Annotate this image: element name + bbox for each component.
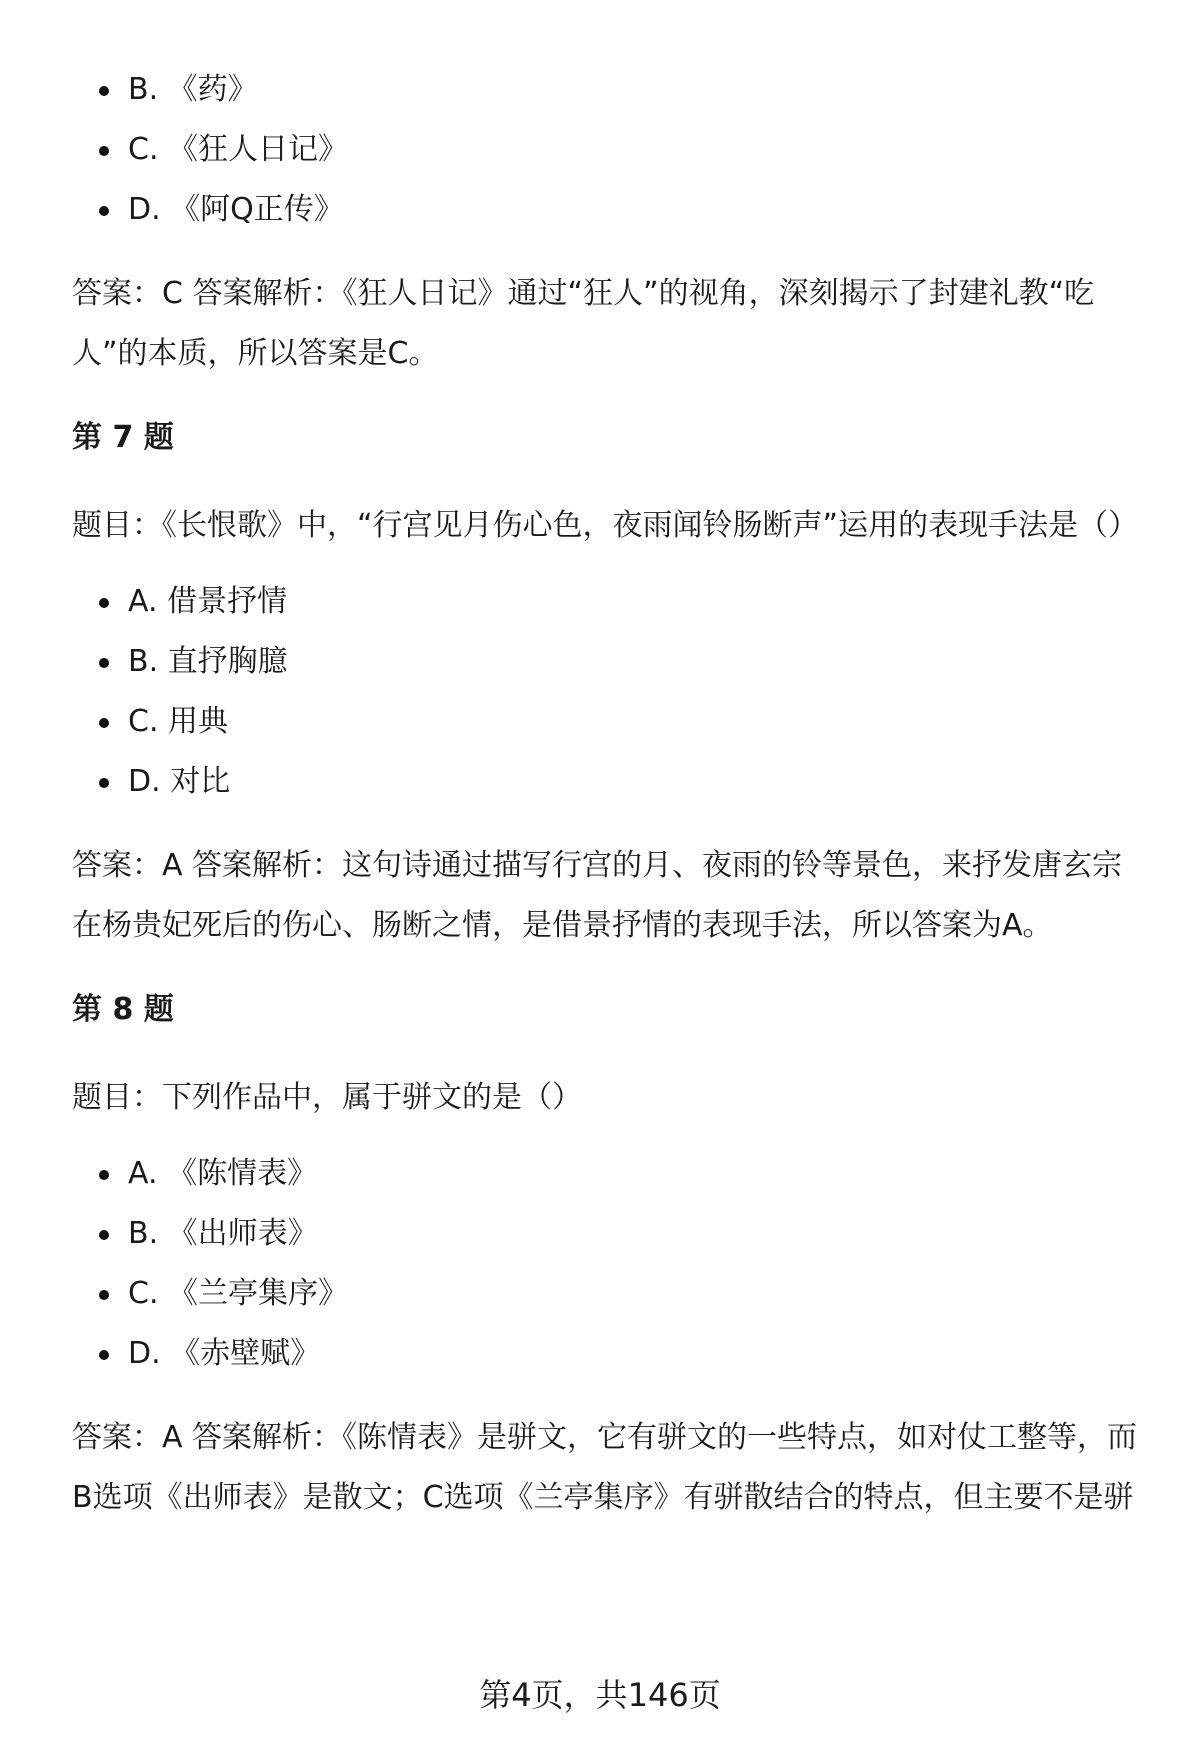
q8-answer: 答案：A 答案解析：《陈情表》是骈文，它有骈文的一些特点，如对仗工整等，而B选项《出师表》是散文；C选项《兰亭集序》有骈散结合的特点，但主要不是骈 [72, 1420, 1138, 1515]
q7-option-c: C. 用典 [72, 692, 1147, 752]
q7-options [72, 572, 1147, 812]
q6-options [72, 60, 1147, 240]
q8-options [72, 1144, 1147, 1384]
q7-option-b: B. 直抒胸臆 [72, 632, 1147, 692]
page-number-footer: 第4页，共146页 [479, 1676, 721, 1714]
q7-option-d: D. 对比 [72, 752, 1147, 812]
page-content [72, 60, 1147, 1528]
q6-option-c: C. 《狂人日记》 [72, 120, 1147, 180]
q8-option-a: A. 《陈情表》 [72, 1144, 1147, 1204]
q8-option-b: B. 《出师表》 [72, 1204, 1147, 1264]
q8-stem: 题目：下列作品中，属于骈文的是（） [72, 1080, 582, 1115]
q7-heading: 第 7 题 [72, 420, 174, 455]
q7-stem: 题目：《长恨歌》中，“行宫见月伤心色，夜雨闻铃肠断声”运用的表现手法是（） [72, 508, 1139, 543]
q8-heading: 第 8 题 [72, 992, 174, 1027]
q8-option-d: D. 《赤壁赋》 [72, 1324, 1147, 1384]
q7-answer: 答案：A 答案解析：这句诗通过描写行宫的月、夜雨的铃等景色，来抒发唐玄宗在杨贵妃死后的伤心、肠断之情，是借景抒情的表现手法，所以答案为A。 [72, 848, 1123, 943]
q7-option-a: A. 借景抒情 [72, 572, 1147, 632]
q6-option-d: D. 《阿Q正传》 [72, 180, 1147, 240]
q8-option-c: C. 《兰亭集序》 [72, 1264, 1147, 1324]
q6-option-b: B. 《药》 [72, 60, 1147, 120]
q6-answer: 答案：C 答案解析：《狂人日记》通过“狂人”的视角，深刻揭示了封建礼教“吃人”的本质，所以答案是C。 [72, 276, 1095, 371]
